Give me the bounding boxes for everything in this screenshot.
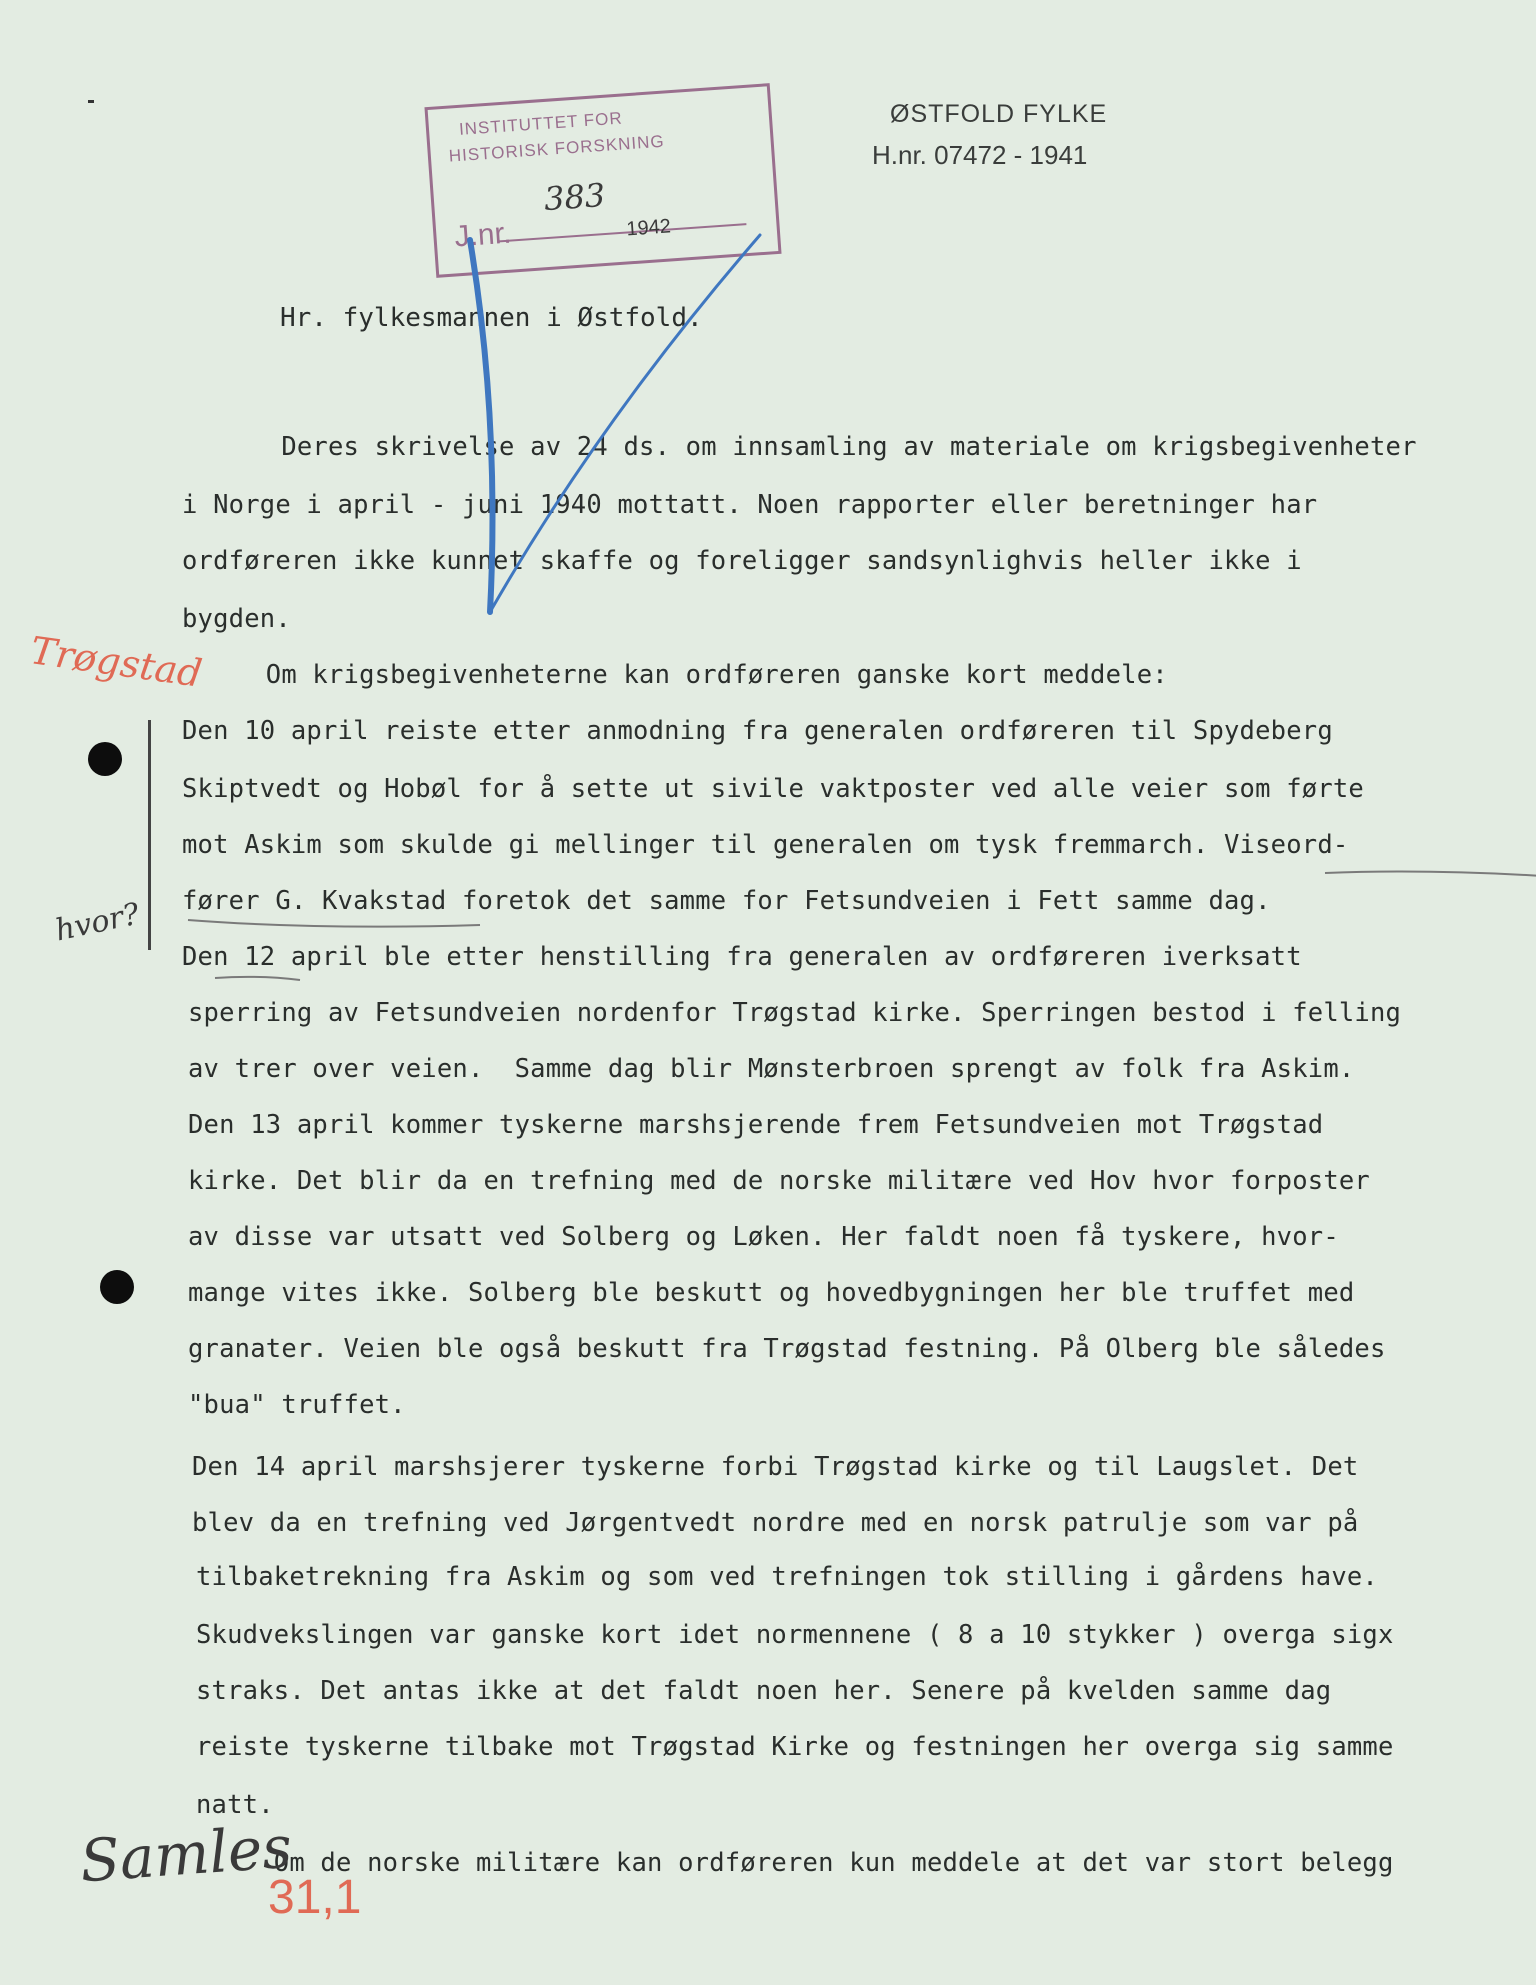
blue-check-right-stroke bbox=[490, 235, 760, 612]
body-line: Den 14 april marshsjerer tyskerne forbi Trøgstad kirke og til Laugslet. Det bbox=[192, 1452, 1359, 1482]
body-line: blev da en trefning ved Jørgentvedt nordre med en norsk patrulje som var på bbox=[192, 1508, 1359, 1538]
body-line: Deres skrivelse av 24 ds. om innsamling av materiale om krigsbegivenheter bbox=[188, 432, 1417, 462]
body-line: av trer over veien. Samme dag blir Mønsterbroen sprengt av folk fra Askim. bbox=[188, 1054, 1355, 1084]
stamp-line-1: INSTITUTTET FOR bbox=[458, 108, 624, 139]
blue-check-left-stroke bbox=[470, 240, 493, 612]
body-line: Den 10 april reiste etter anmodning fra generalen ordføreren til Spydeberg bbox=[182, 716, 1333, 746]
reference-number: H.nr. 07472 - 1941 bbox=[872, 140, 1088, 170]
body-line: natt. bbox=[196, 1790, 274, 1820]
stamp-year: 1942 bbox=[625, 215, 672, 241]
body-line: granater. Veien ble også beskutt fra Trøgstad festning. På Olberg ble således bbox=[188, 1334, 1386, 1364]
body-line: ordføreren ikke kunnet skaffe og foreligger sandsynlighvis heller ikke i bbox=[182, 546, 1302, 576]
underline-viseord bbox=[1325, 872, 1536, 880]
body-line: Den 13 april kommer tyskerne marshsjerende frem Fetsundveien mot Trøgstad bbox=[188, 1110, 1324, 1140]
body-line: tilbaketrekning fra Askim og som ved trefningen tok stilling i gårdens have. bbox=[196, 1562, 1378, 1592]
body-line: kirke. Det blir da en trefning med de norske militære ved Hov hvor forposter bbox=[188, 1166, 1370, 1196]
body-line: fører G. Kvakstad foretok det samme for Fetsundveien i Fett samme dag. bbox=[182, 886, 1271, 916]
stamp-journal-number: 383 bbox=[542, 175, 607, 219]
underline-kvakstad bbox=[188, 920, 480, 927]
stamp-line-2: HISTORISK FORSKNING bbox=[448, 131, 666, 166]
body-line: "bua" truffet. bbox=[188, 1390, 406, 1420]
body-line: Skudvekslingen var ganske kort idet normennene ( 8 a 10 stykker ) overga sigx bbox=[196, 1620, 1394, 1650]
stamp-journal-label: J.nr. bbox=[453, 216, 513, 254]
body-line: Den 12 april ble etter henstilling fra generalen av ordføreren iverksatt bbox=[182, 942, 1302, 972]
handwritten-signature: Samles bbox=[77, 1812, 295, 1896]
page-number: 31,1 bbox=[268, 1871, 362, 1924]
body-line: mange vites ikke. Solberg ble beskutt og hovedbygningen her ble truffet med bbox=[188, 1278, 1355, 1308]
addressee-line: Hr. fylkesmannen i Østfold. bbox=[280, 303, 703, 333]
body-line: straks. Det antas ikke at det faldt noen her. Senere på kvelden samme dag bbox=[196, 1676, 1332, 1706]
body-line: i Norge i april - juni 1940 mottatt. Noen rapporter eller beretninger har bbox=[182, 490, 1318, 520]
body-line: sperring av Fetsundveien nordenfor Trøgstad kirke. Sperringen bestod i felling bbox=[188, 998, 1402, 1028]
margin-question-note: hvor? bbox=[52, 896, 143, 949]
body-line: mot Askim som skulde gi mellinger til generalen om tysk fremmarch. Viseord- bbox=[182, 830, 1349, 860]
body-line: Skiptvedt og Hobøl for å sette ut sivile vaktposter ved alle veier som førte bbox=[182, 774, 1364, 804]
body-line: reiste tyskerne tilbake mot Trøgstad Kirke og festningen her overga sig samme bbox=[196, 1732, 1394, 1762]
underline-date bbox=[215, 977, 300, 980]
margin-place-note: Trøgstad bbox=[27, 628, 205, 696]
body-line: bygden. bbox=[182, 604, 291, 634]
county-heading: ØSTFOLD FYLKE bbox=[890, 100, 1108, 128]
body-line: Om de norske militære kan ordføreren kun meddele at det var stort belegg bbox=[196, 1848, 1394, 1878]
body-line: Om krigsbegivenheterne kan ordføreren ganske kort meddele: bbox=[188, 660, 1168, 690]
body-line: av disse var utsatt ved Solberg og Løken. Her faldt noen få tyskere, hvor- bbox=[188, 1222, 1339, 1252]
